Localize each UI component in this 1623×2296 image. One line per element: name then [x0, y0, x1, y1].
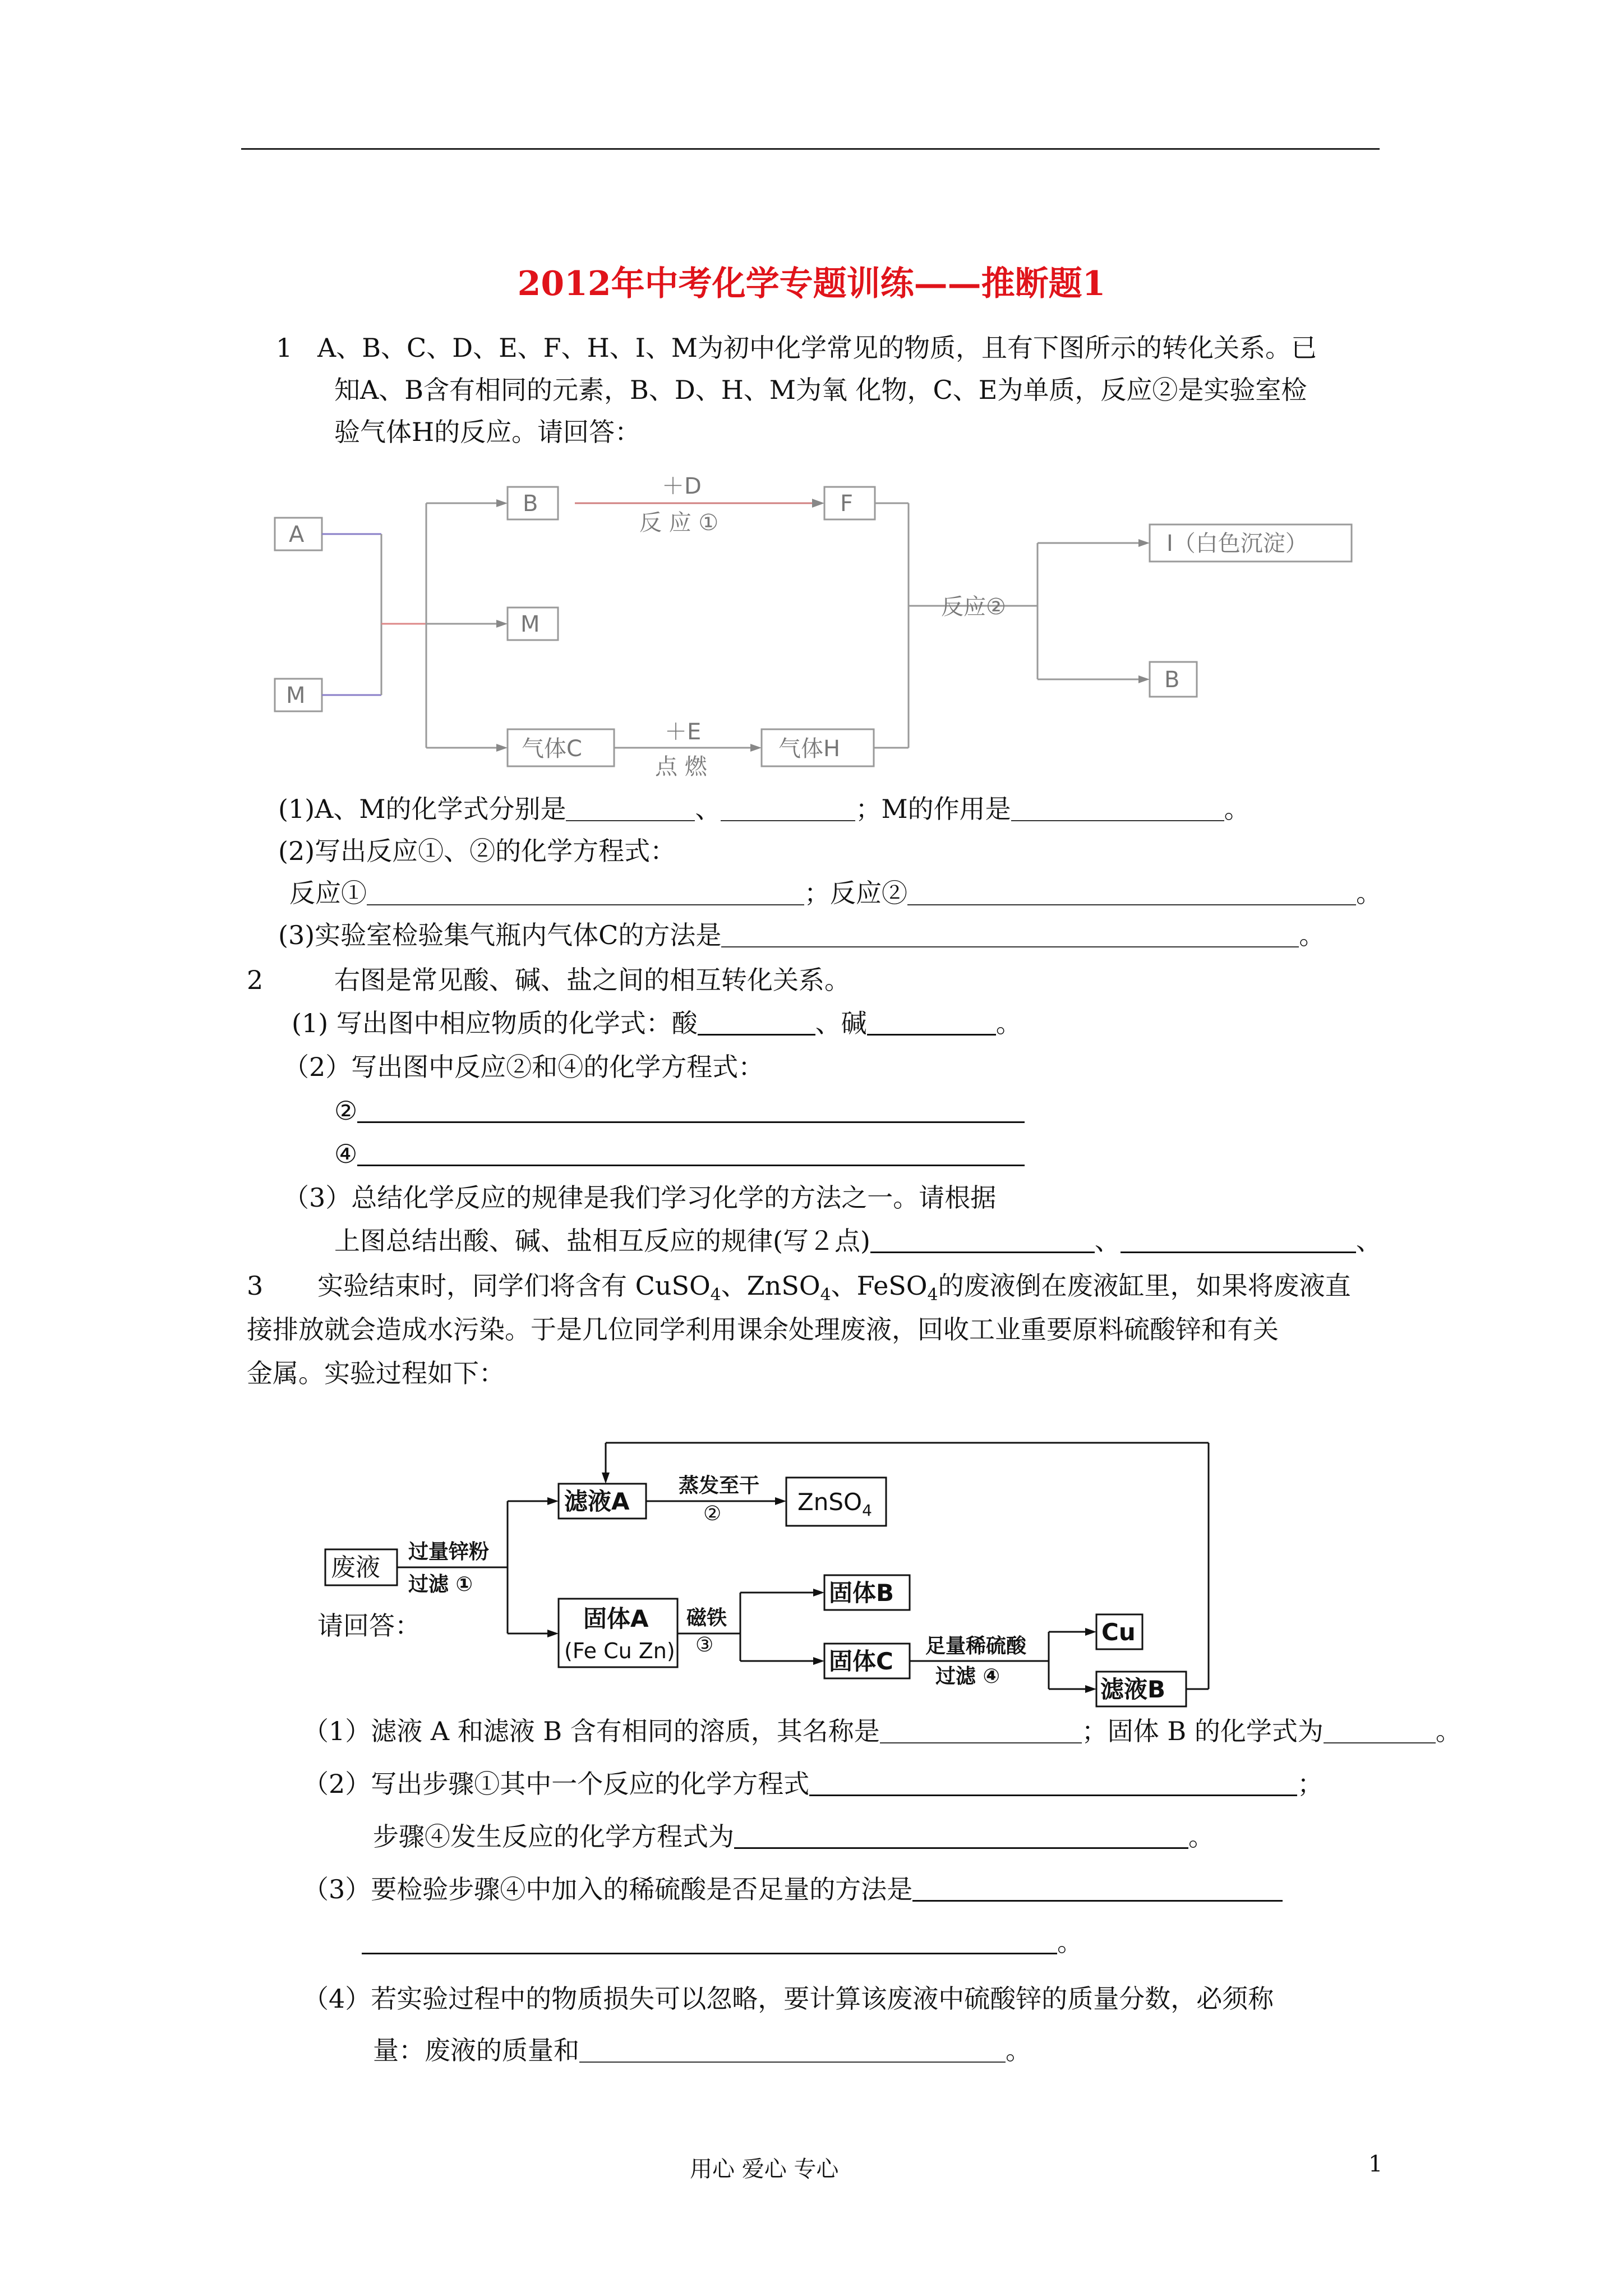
q1-arrowhead — [496, 499, 508, 507]
q3-label-acid: 足量稀硫酸 — [925, 1635, 1027, 1658]
q3-arrowhead — [602, 1473, 610, 1484]
q3-sub4b-text: 量：废液的质量和 — [373, 2035, 579, 2065]
q3-arrowhead — [547, 1630, 559, 1637]
q3-sub1-end: 。 — [1435, 1716, 1461, 1746]
q3-sub2a-end: ； — [1297, 1769, 1324, 1799]
page-title: 2012年中考化学专题训练——推断题1 — [517, 264, 1106, 303]
q1-number: 1 — [276, 333, 293, 363]
q2-eq4-label: ④ — [334, 1139, 358, 1169]
q3-label-solid-c: 固体C — [829, 1648, 893, 1675]
q1-arrowhead — [496, 620, 508, 628]
q1-sub3 — [278, 918, 1325, 952]
q1-line2: 知A、B含有相同的元素，B、D、H、M为氧 化物，C、E为单质，反应②是实验室检 — [334, 375, 1307, 405]
q1-arrowhead — [1138, 675, 1150, 683]
q1-reaction2-label: ；反应② — [804, 878, 907, 908]
q3-sub4b — [373, 2033, 1031, 2067]
q3-sub3-text: （3）要检验步骤④中加入的稀硫酸是否足量的方法是 — [303, 1874, 913, 1904]
q2-eq2-line — [334, 1094, 1025, 1128]
q3-step1-equation-blank[interactable] — [809, 1769, 1297, 1796]
q2-sub3: （3）总结化学反应的规律是我们学习化学的方法之一。请根据 — [283, 1182, 997, 1213]
q3-line1-text4: 的废液倒在废液缸里，如果将废液直 — [938, 1271, 1351, 1301]
q1-label-b-out: B — [1164, 667, 1180, 693]
q2-sub1-text: (1) 写出图中相应物质的化学式：酸 — [292, 1008, 698, 1038]
q1-label-reaction1: 反 应 ① — [639, 510, 719, 536]
q1-label-f: F — [840, 491, 854, 517]
q2-eq2-label: ② — [334, 1096, 358, 1126]
q2-eq4-blank[interactable] — [357, 1139, 1025, 1166]
q3-label-magnet: 磁铁 — [686, 1607, 727, 1630]
q1-answer-m-blank[interactable] — [721, 794, 855, 821]
q3-label-solid-a1: 固体A — [583, 1605, 649, 1632]
q1-reaction1-blank[interactable] — [367, 878, 804, 905]
q2-sub3-end: 、 — [1355, 1226, 1382, 1256]
q1-label-ignite: 点 燃 — [655, 754, 707, 780]
q1-line3: 验气体H的反应。请回答： — [334, 417, 641, 447]
q2-eq4-line — [334, 1137, 1025, 1171]
q3-acid-check-blank[interactable] — [912, 1874, 1283, 1902]
q3-line1 — [317, 1269, 1351, 1312]
q3-label-filtrate-b: 滤液B — [1100, 1676, 1166, 1703]
q3-sub4a: （4）若实验过程中的物质损失可以忽略，要计算该废液中硫酸锌的质量分数，必须称 — [303, 1984, 1274, 2014]
q1-label-i: I（白色沉淀） — [1166, 531, 1308, 556]
q3-arrowhead — [813, 1657, 824, 1665]
q3-mass-blank[interactable] — [579, 2036, 1006, 2063]
q1-reaction1-label: 反应① — [289, 878, 367, 908]
q3-line3: 金属。实验过程如下： — [247, 1358, 505, 1388]
q2-number: 2 — [247, 965, 264, 995]
q1-diagram — [269, 471, 1308, 785]
q2-rule1-blank[interactable] — [870, 1226, 1095, 1253]
q3-sub4-end: 。 — [1006, 2035, 1031, 2065]
q3-arrowhead — [813, 1589, 824, 1596]
q1-sub1 — [278, 792, 1250, 826]
q3-arrowhead — [1085, 1628, 1096, 1636]
q3-znso4-subscript: 4 — [862, 1501, 872, 1520]
q2-sub2: （2）写出图中反应②和④的化学方程式： — [283, 1052, 764, 1082]
q1-sub1-end: 。 — [1224, 794, 1250, 824]
q3-sub3-end: 。 — [1057, 1927, 1083, 1957]
q1-line1: A、B、C、D、E、F、H、I、M为初中化学常见的物质，且有下图所示的转化关系。已 — [317, 333, 1317, 363]
q3-number: 3 — [247, 1271, 264, 1301]
q1-label-reaction2: 反应② — [941, 594, 1006, 620]
q1-reaction2-blank[interactable] — [907, 878, 1356, 905]
q2-acid-blank[interactable] — [698, 1008, 815, 1036]
q3-label-filtrate-a: 滤液A — [564, 1488, 630, 1515]
q1-label-plus-e: ＋E — [665, 719, 702, 745]
q3-label-circ2: ② — [703, 1502, 722, 1525]
q3-line1-text2: 、ZnSO — [721, 1271, 820, 1301]
q2-eq2-blank[interactable] — [357, 1096, 1025, 1123]
q3-label-waste: 废液 — [331, 1553, 380, 1582]
q3-sub2a-text: （2）写出步骤①其中一个反应的化学方程式 — [303, 1769, 810, 1799]
q3-label-solid-a2: (Fe Cu Zn) — [564, 1639, 675, 1663]
q2-sub3b — [334, 1224, 1382, 1258]
q2-sub1-text2: 、碱 — [815, 1008, 867, 1038]
q1-sub2: (2)写出反应①、②的化学方程式： — [278, 836, 676, 866]
q3-line2: 接排放就会造成水污染。于是几位同学利用课余处理废液，回收工业重要原料硫酸锌和有关 — [247, 1314, 1279, 1345]
q3-znso4-text: ZnSO — [797, 1488, 863, 1516]
q3-arrowhead — [547, 1497, 559, 1505]
page-number: 1 — [1368, 2151, 1383, 2177]
q1-answer-m-role-blank[interactable] — [1011, 794, 1224, 821]
q3-sub2c-end: 。 — [1188, 1821, 1214, 1852]
q3-label-step1a: 过量锌粉 — [408, 1540, 490, 1563]
q3-sub2c — [373, 1820, 1214, 1853]
q3-sub3 — [303, 1872, 1283, 1906]
q3-cuso4-sub: 4 — [710, 1285, 721, 1305]
q2-line1: 右图是常见酸、碱、盐之间的相互转化关系。 — [334, 965, 850, 995]
q3-label-circ3: ③ — [695, 1634, 714, 1657]
q3-sub2c-text: 步骤④发生反应的化学方程式为 — [373, 1821, 734, 1852]
q3-please-answer: 请回答： — [317, 1611, 421, 1641]
q3-feso4-sub: 4 — [927, 1285, 938, 1305]
q2-sub3-sep: 、 — [1094, 1226, 1121, 1256]
q3-sub1 — [303, 1714, 1461, 1748]
q1-sub3-text: (3)实验室检验集气瓶内气体C的方法是 — [278, 920, 722, 950]
q3-diagram — [314, 1436, 1245, 1717]
q1-gas-c-test-blank[interactable] — [721, 921, 1299, 947]
q3-sub2a — [303, 1767, 1323, 1801]
q3-solute-blank[interactable] — [880, 1717, 1082, 1743]
q3-solid-b-blank[interactable] — [1324, 1717, 1436, 1743]
q1-arrowhead — [750, 744, 762, 752]
q1-label-b: B — [523, 491, 538, 517]
q1-sub1-text2: ；M的作用是 — [855, 794, 1011, 824]
q3-sub1-text2: ；固体 B 的化学式为 — [1081, 1716, 1324, 1746]
q2-sub1 — [292, 1006, 1022, 1040]
q2-rule2-blank[interactable] — [1121, 1226, 1356, 1253]
q2-sub1-end: 。 — [995, 1008, 1022, 1038]
q3-label-filter4: 过滤 ④ — [935, 1665, 1000, 1688]
q1-sub1-sep: 、 — [695, 794, 721, 824]
q1-label-plus-d: ＋D — [662, 473, 702, 499]
q2-base-blank[interactable] — [867, 1008, 996, 1036]
q1-label-m-in: M — [286, 683, 306, 708]
q3-line1-text3: 、FeSO — [831, 1271, 928, 1301]
q1-label-gas-h: 气体H — [778, 736, 841, 762]
q1-answer-a-blank[interactable] — [566, 794, 695, 821]
q2-sub3b-text: 上图总结出酸、碱、盐相互反应的规律(写２点) — [334, 1226, 870, 1256]
q3-label-evap: 蒸发至干 — [679, 1474, 760, 1497]
q3-step4-equation-blank[interactable] — [734, 1821, 1188, 1849]
q3-sub3-line2 — [362, 1925, 1083, 1959]
q1-label-gas-c: 气体C — [522, 736, 582, 762]
q3-acid-check-blank2[interactable] — [362, 1927, 1057, 1954]
q3-arrowhead — [1085, 1685, 1096, 1693]
q3-label-step1b: 过滤 ① — [408, 1573, 473, 1596]
q3-label-znso4 — [797, 1488, 872, 1520]
q1-sub3-end: 。 — [1299, 920, 1325, 950]
header-rule — [241, 148, 1380, 150]
q3-arrowhead — [775, 1497, 786, 1505]
q3-label-cu: Cu — [1101, 1618, 1136, 1646]
q1-label-m-mid: M — [520, 611, 540, 637]
q1-sub2-end: 。 — [1356, 878, 1382, 908]
q1-arrowhead — [812, 499, 824, 508]
q1-arrowhead — [496, 744, 508, 752]
q1-label-a: A — [289, 522, 305, 547]
q3-znso4-sub: 4 — [820, 1285, 831, 1305]
q1-sub1-text: (1)A、M的化学式分别是 — [278, 794, 566, 824]
q3-sub1-text: （1）滤液 A 和滤液 B 含有相同的溶质，其名称是 — [303, 1716, 880, 1746]
q1-arrowhead — [1138, 539, 1150, 547]
q1-sub2-line — [289, 876, 1382, 910]
q3-label-solid-b: 固体B — [829, 1579, 895, 1607]
q3-line1-text: 实验结束时，同学们将含有 CuSO — [317, 1271, 711, 1301]
footer-motto: 用心 爱心 专心 — [690, 2156, 839, 2182]
